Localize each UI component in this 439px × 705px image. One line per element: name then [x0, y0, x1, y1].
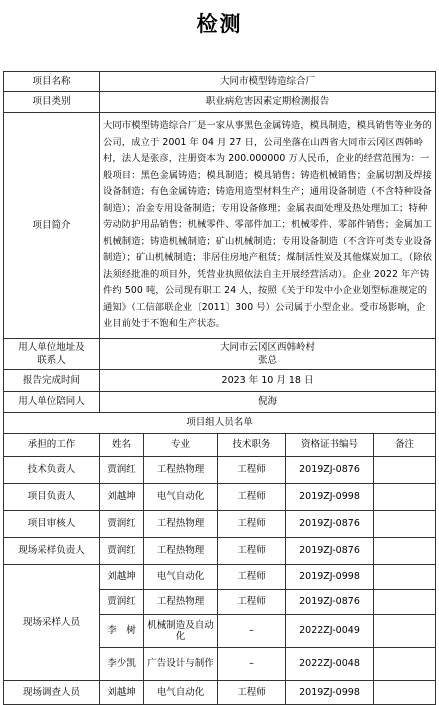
value-project-intro: 大同市模型铸造综合厂是一家从事黑色金属铸造，模具制造，模具销售等业务的公司，成立于 2001 年 04 月 27 日，公司坐落在山西省大同市云冈区西韩岭村，法人是张彦，注册资本为 200.000000 万人民币，企业的经营范围为：一般项目：黑色金属铸造；模具制造；模具销售；铸造机械销售；金属切割及焊接设备制造；有色金属铸造；铸造用造型材料生产；通用设备制造（不含特种设备制造）；冶金专用设备制造；专用设备修理；金属表面处理及热处理加工；特种劳动防护用品销售；机械零件、零部件加工；机械零件、零部件销售；金属加工机械制造；铸造机械制造；矿山机械制造；专用设备制造（不含许可类专业设备制造）；矿山机械制造；非居住房地产租赁；煤制活性炭及其他煤炭加工。（除依法须经批准的项目外，凭营业执照依法自主开展经营活动）。企业 2022 年产铸件约 500 吨，公司现有职工 24 人，按照《关于印发中小企业划型标准规定的通知》（工信部联企业〔2011〕300 号）公司属于小型企业。受市场影响，企业目前处于不饱和生产状态。	[100, 113, 436, 339]
member-name: 刘越坤	[100, 681, 144, 705]
label-project-category: 项目类别	[4, 92, 100, 113]
value-report-date: 2023 年 10 月 18 日	[100, 370, 436, 392]
member-note	[374, 538, 436, 565]
member-note	[374, 681, 436, 705]
member-note	[374, 511, 436, 538]
value-escort: 倪海	[100, 392, 436, 413]
row-members-title	[4, 413, 436, 434]
table-row	[4, 457, 436, 484]
header-major: 专业	[144, 434, 218, 457]
member-cert: 2019ZJ-0876	[286, 457, 374, 484]
header-cert: 资格证书编号	[286, 434, 374, 457]
member-note	[374, 615, 436, 648]
value-project-name: 大同市模型铸造综合厂	[100, 72, 436, 92]
member-role: 现场调查人员	[4, 681, 100, 705]
member-title: –	[218, 615, 286, 648]
member-note	[374, 648, 436, 681]
member-title: 工程师	[218, 484, 286, 511]
label-unit-address	[4, 339, 100, 370]
member-cert: 2019ZJ-0876	[286, 590, 374, 615]
table-row	[4, 511, 436, 538]
member-note	[374, 457, 436, 484]
member-major: 电气自动化	[144, 484, 218, 511]
header-name: 姓名	[100, 434, 144, 457]
member-cert: 2022ZJ-0048	[286, 648, 374, 681]
label-unit-address-line2: 联系人	[37, 355, 66, 366]
member-cert: 2019ZJ-0876	[286, 538, 374, 565]
member-name: 刘越坤	[100, 565, 144, 590]
member-role: 现场采样负责人	[4, 538, 100, 565]
member-name: 贾润红	[100, 538, 144, 565]
members-header-row	[4, 434, 436, 457]
label-project-name: 项目名称	[4, 72, 100, 92]
member-major: 工程热物理	[144, 590, 218, 615]
member-title: 工程师	[218, 565, 286, 590]
table-row	[4, 538, 436, 565]
member-title: –	[218, 648, 286, 681]
member-note	[374, 484, 436, 511]
member-name: 李少凯	[100, 648, 144, 681]
member-major: 电气自动化	[144, 565, 218, 590]
value-unit-address	[100, 339, 436, 370]
header-title: 技术职务	[218, 434, 286, 457]
member-cert: 2019ZJ-0876	[286, 511, 374, 538]
table-row	[4, 681, 436, 705]
member-title: 工程师	[218, 590, 286, 615]
unit-address: 大同市云冈区西韩岭村	[220, 342, 316, 353]
label-report-date: 报告完成时间	[4, 370, 100, 392]
document-title: 检测	[196, 12, 243, 36]
member-title: 工程师	[218, 681, 286, 705]
row-project-intro	[4, 113, 436, 339]
row-report-date	[4, 370, 436, 392]
member-major: 工程热物理	[144, 457, 218, 484]
member-cert: 2019ZJ-0998	[286, 681, 374, 705]
member-role: 技术负责人	[4, 457, 100, 484]
member-name: 贾润红	[100, 590, 144, 615]
unit-contact: 张总	[258, 355, 278, 366]
header-role: 承担的工作	[4, 434, 100, 457]
label-project-intro: 项目简介	[4, 113, 100, 339]
member-role: 现场采样人员	[4, 565, 100, 681]
member-role: 项目负责人	[4, 484, 100, 511]
member-note	[374, 565, 436, 590]
member-major: 工程热物理	[144, 538, 218, 565]
member-title: 工程师	[218, 511, 286, 538]
label-unit-address-line1: 用人单位地址及	[18, 342, 85, 353]
member-major: 机械制造及自动化	[144, 615, 218, 648]
table-row	[4, 484, 436, 511]
member-title: 工程师	[218, 538, 286, 565]
member-name: 李 树	[100, 615, 144, 648]
value-project-category: 职业病危害因素定期检测报告	[100, 92, 436, 113]
row-project-name	[4, 72, 436, 92]
row-unit-address	[4, 339, 436, 370]
member-cert: 2022ZJ-0049	[286, 615, 374, 648]
row-project-category	[4, 92, 436, 113]
member-major: 工程热物理	[144, 511, 218, 538]
header-note: 备注	[374, 434, 436, 457]
members-section-title: 项目组人员名单	[4, 413, 436, 434]
info-table	[3, 71, 436, 705]
member-major: 广告设计与制作	[144, 648, 218, 681]
member-name: 贾润红	[100, 511, 144, 538]
label-escort: 用人单位陪同人	[4, 392, 100, 413]
member-name: 刘越坤	[100, 484, 144, 511]
table-row	[4, 565, 436, 590]
member-cert: 2019ZJ-0998	[286, 484, 374, 511]
member-name: 贾润红	[100, 457, 144, 484]
row-escort	[4, 392, 436, 413]
member-role: 项目审核人	[4, 511, 100, 538]
member-note	[374, 590, 436, 615]
member-major: 电气自动化	[144, 681, 218, 705]
member-cert: 2019ZJ-0998	[286, 565, 374, 590]
member-title: 工程师	[218, 457, 286, 484]
